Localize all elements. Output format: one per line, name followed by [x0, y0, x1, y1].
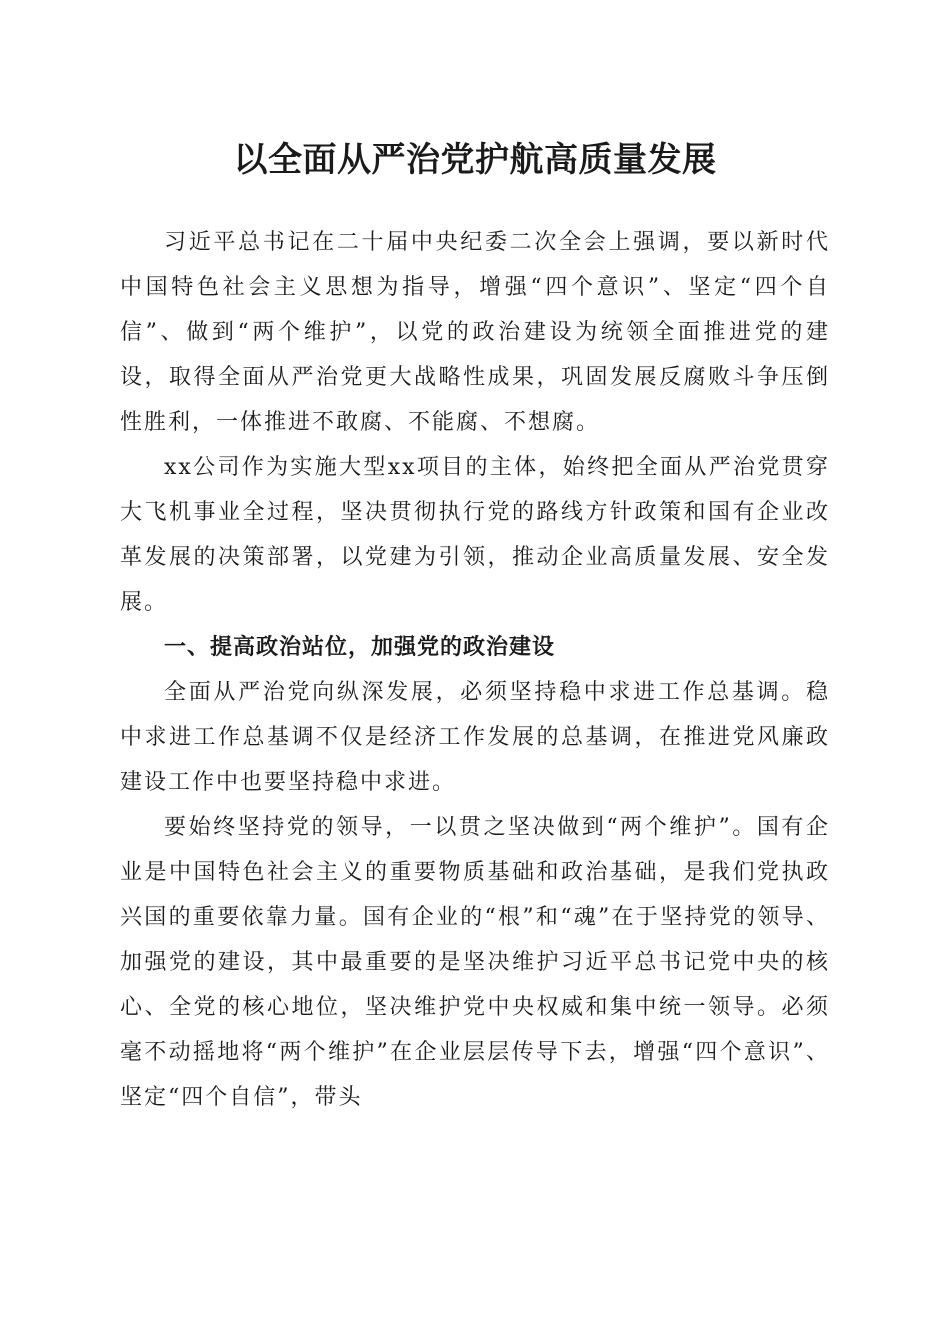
- section-heading: 一、提高政治站位，加强党的政治建设: [164, 635, 556, 660]
- document-title: 以全面从严治党护航高质量发展: [233, 140, 717, 180]
- paragraph-section-2: 要始终坚持党的领导，一以贯之坚决做到“两个维护”。国有企业是中国特色社会主义的重要物质基础和政治基础，是我们党执政兴国的重要依靠力量。国有企业的“根”和“魂”在于坚持党的领导、加强党的建设，其中最重要的是坚决维护习近平总书记党中央的核心、全党的核心地位，坚决维护党中央权威和集中统一领导。必须毫不动摇地将“两个维护”在企业层层传导下去，增强“四个意识”、坚定“四个自信”，带头: [120, 815, 830, 1110]
- paragraph-section-1: 全面从严治党向纵深发展，必须坚持稳中求进工作总基调。稳中求进工作总基调不仅是经济工作发展的总基调，在推进党风廉政建设工作中也要坚持稳中求进。: [120, 680, 830, 795]
- paragraph-company: xx公司作为实施大型xx项目的主体，始终把全面从严治党贯穿大飞机事业全过程，坚决贯彻执行党的路线方针政策和国有企业改革发展的决策部署，以党建为引领，推动企业高质量发展、安全发展。: [120, 455, 830, 615]
- document-page: [120, 130, 830, 1120]
- paragraph-intro: 习近平总书记在二十届中央纪委二次全会上强调，要以新时代中国特色社会主义思想为指导，增强“四个意识”、坚定“四个自信”、做到“两个维护”，以党的政治建设为统领全面推进党的建设，取得全面从严治党更大战略性成果，巩固发展反腐败斗争压倒性胜利，一体推进不敢腐、不能腐、不想腐。: [120, 230, 830, 435]
